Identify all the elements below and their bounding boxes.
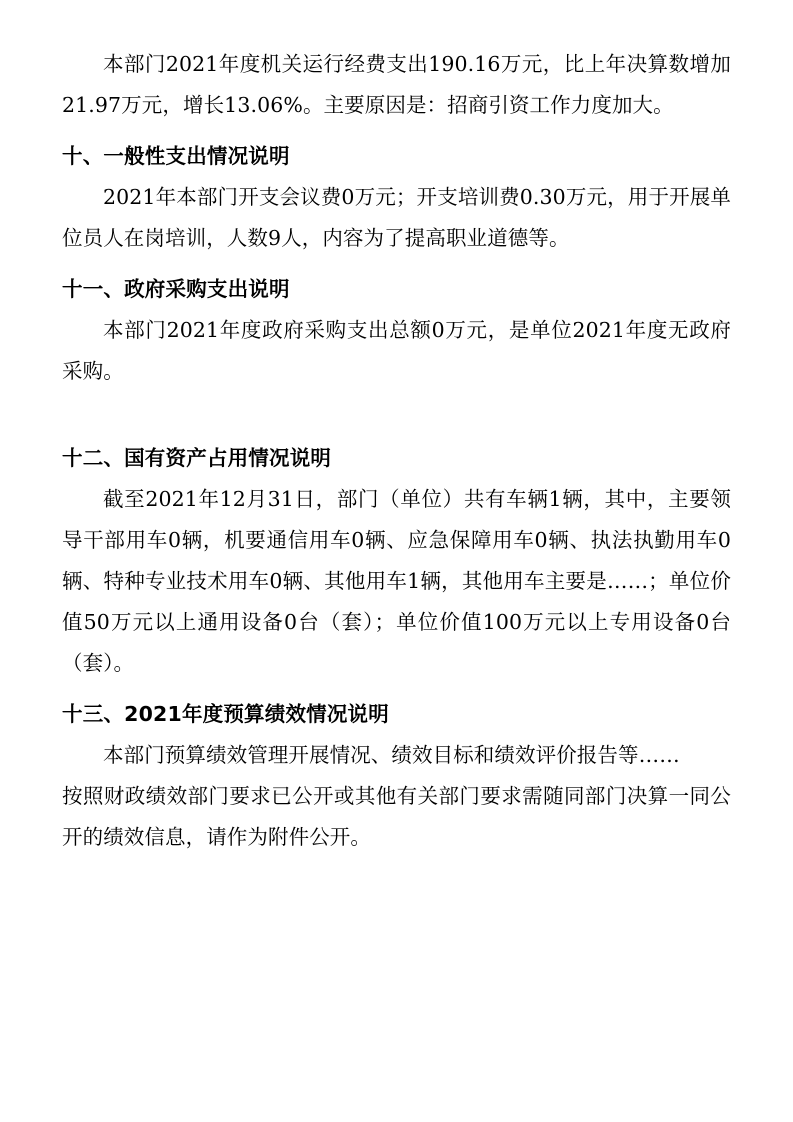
- section-12-heading: 十二、国有资产占用情况说明: [62, 446, 332, 470]
- section-13-paragraph-1: 本部门预算绩效管理开展情况、绩效目标和绩效评价报告等……: [103, 743, 680, 767]
- section-13-paragraph-2: 按照财政绩效部门要求已公开或其他有关部门要求需随同部门决算一同公开的绩效信息，请作为附件公开。: [62, 784, 731, 849]
- section-11-paragraph: 本部门2021年度政府采购支出总额0万元，是单位2021年度无政府采购。: [62, 318, 731, 383]
- spacer: [62, 259, 731, 269]
- document-body: [62, 44, 731, 858]
- section-12-paragraph: 截至2021年12月31日，部门（单位）共有车辆1辆，其中，主要领导干部用车0辆，机要通信用车0辆、应急保障用车0辆、执法执勤用车0辆、特种专业技术用车0辆、其他用车1辆，其他用车主要是……；单位价值50万元以上通用设备0台（套）；单位价值100万元以上专用设备0台（套）。: [62, 487, 731, 675]
- section-13-heading: 十三、2021年度预算绩效情况说明: [62, 702, 389, 726]
- spacer: [62, 684, 731, 694]
- section-11-heading: 十一、政府采购支出说明: [62, 277, 290, 301]
- section-10-paragraph: 2021年本部门开支会议费0万元；开支培训费0.30万元，用于开展单位员人在岗培训，人数9人，内容为了提高职业道德等。: [62, 185, 731, 250]
- spacer: [62, 126, 731, 136]
- section-10-heading: 十、一般性支出情况说明: [62, 144, 290, 168]
- spacer: [62, 392, 731, 438]
- operating-expense-paragraph: 本部门2021年度机关运行经费支出190.16万元，比上年决算数增加21.97万元，增长13.06%。主要原因是：招商引资工作力度加大。: [62, 52, 731, 117]
